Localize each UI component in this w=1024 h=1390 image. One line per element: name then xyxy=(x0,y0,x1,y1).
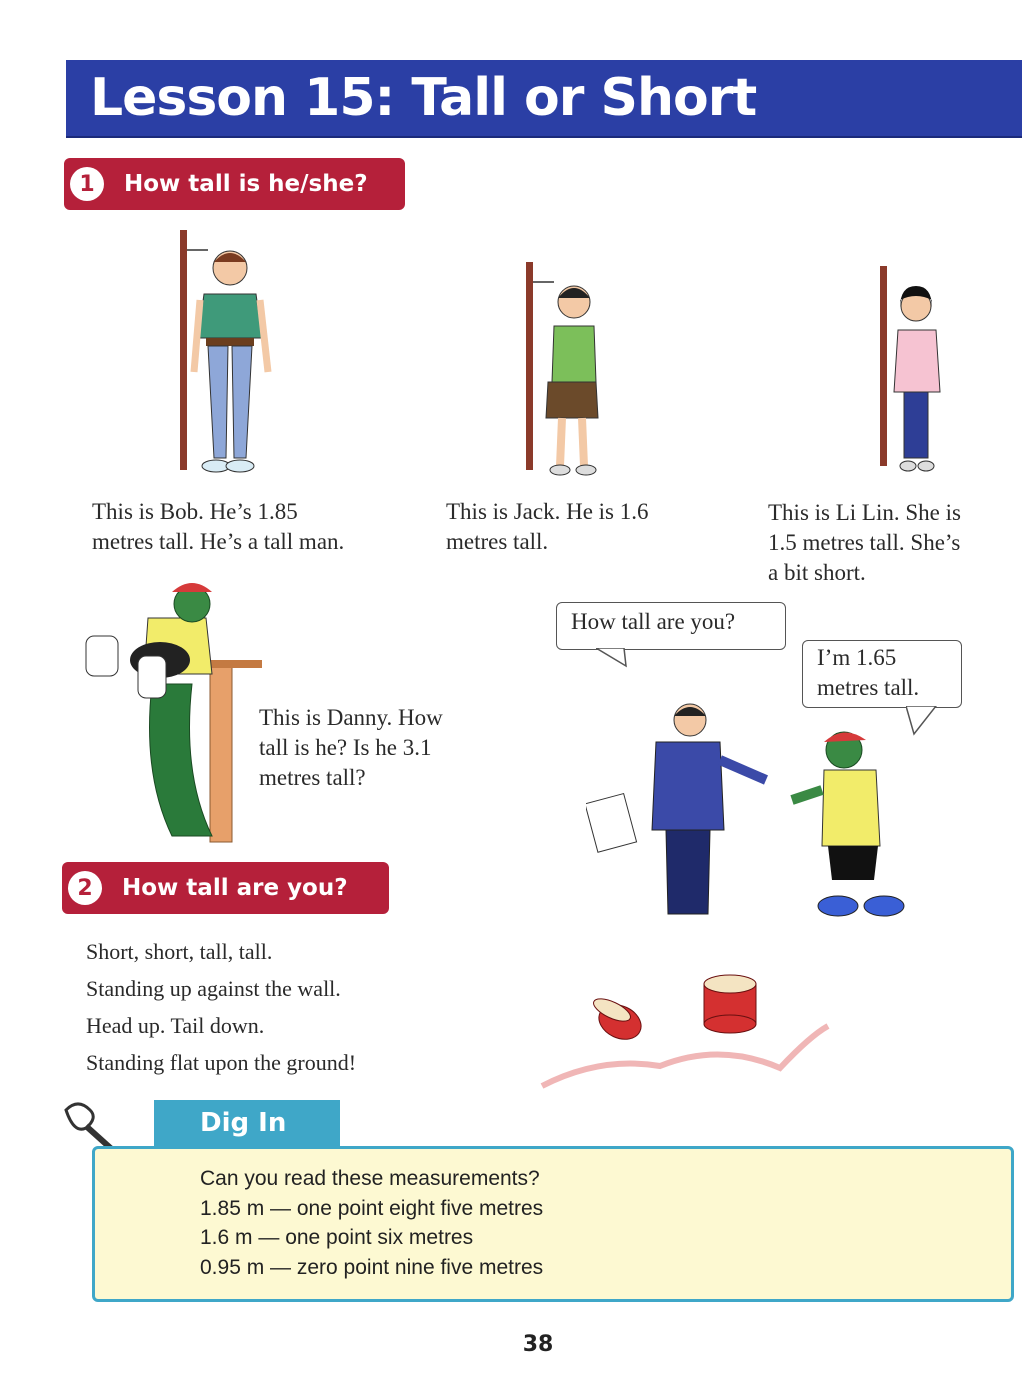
dig-in-line-2: 1.85 m — one point eight five metres xyxy=(200,1196,544,1220)
chant-text xyxy=(86,933,356,1081)
jack-caption-line-2: metres tall. xyxy=(446,529,549,554)
dig-in-line-3: 1.6 m — one point six metres xyxy=(200,1226,474,1249)
li-lin-caption-line-1: This is Li Lin. She is xyxy=(768,500,961,525)
danny-dinosaur-illustration xyxy=(82,574,262,846)
section-2-number: 2 xyxy=(68,871,102,905)
chant-line-2: Standing up against the wall. xyxy=(86,976,341,1001)
section-1-header xyxy=(64,158,405,210)
chant-line-3: Head up. Tail down. xyxy=(86,1013,265,1038)
danny-caption-line-2: tall is he? Is he 3.1 xyxy=(259,735,432,760)
bob-caption xyxy=(92,497,344,557)
section-2-header xyxy=(62,862,389,914)
chant-line-4: Standing flat upon the ground! xyxy=(86,1050,357,1075)
section-1-number: 1 xyxy=(70,167,104,201)
dig-in-tab: Dig In xyxy=(154,1100,340,1146)
bob-illustration xyxy=(170,226,290,488)
page-number: 38 xyxy=(522,1332,554,1357)
jack-caption xyxy=(446,497,649,557)
question-speech-bubble xyxy=(556,602,786,650)
li-lin-caption-line-3: a bit short. xyxy=(768,560,866,585)
answer-text-line-1: I’m 1.65 xyxy=(817,645,897,670)
section-2-heading: How tall are you? xyxy=(122,875,348,901)
question-text: How tall are you? xyxy=(571,609,736,634)
chant-line-1: Short, short, tall, tall. xyxy=(86,939,273,964)
drums-illustration xyxy=(540,956,830,1098)
danny-caption-line-3: metres tall? xyxy=(259,765,366,790)
li-lin-illustration xyxy=(874,262,954,482)
page-title: Lesson 15: Tall or Short xyxy=(90,68,757,128)
bob-caption-line-2: metres tall. He’s a tall man. xyxy=(92,529,345,554)
question-bubble-tail xyxy=(596,648,636,668)
answer-speech-bubble xyxy=(802,640,962,708)
li-lin-caption xyxy=(768,498,961,588)
dig-in-line-1: Can you read these measurements? xyxy=(200,1167,540,1190)
section-1-heading: How tall is he/she? xyxy=(124,171,368,197)
man-and-danny-illustration xyxy=(586,700,926,926)
danny-caption xyxy=(259,703,443,793)
dig-in-content xyxy=(200,1164,543,1282)
dig-in-line-4: 0.95 m — zero point nine five metres xyxy=(200,1255,544,1279)
li-lin-caption-line-2: 1.5 metres tall. She’s xyxy=(768,530,961,555)
bob-caption-line-1: This is Bob. He’s 1.85 xyxy=(92,499,298,524)
jack-illustration xyxy=(518,258,618,484)
answer-text-line-2: metres tall. xyxy=(817,675,920,700)
danny-caption-line-1: This is Danny. How xyxy=(259,705,443,730)
jack-caption-line-1: This is Jack. He is 1.6 xyxy=(446,499,649,524)
